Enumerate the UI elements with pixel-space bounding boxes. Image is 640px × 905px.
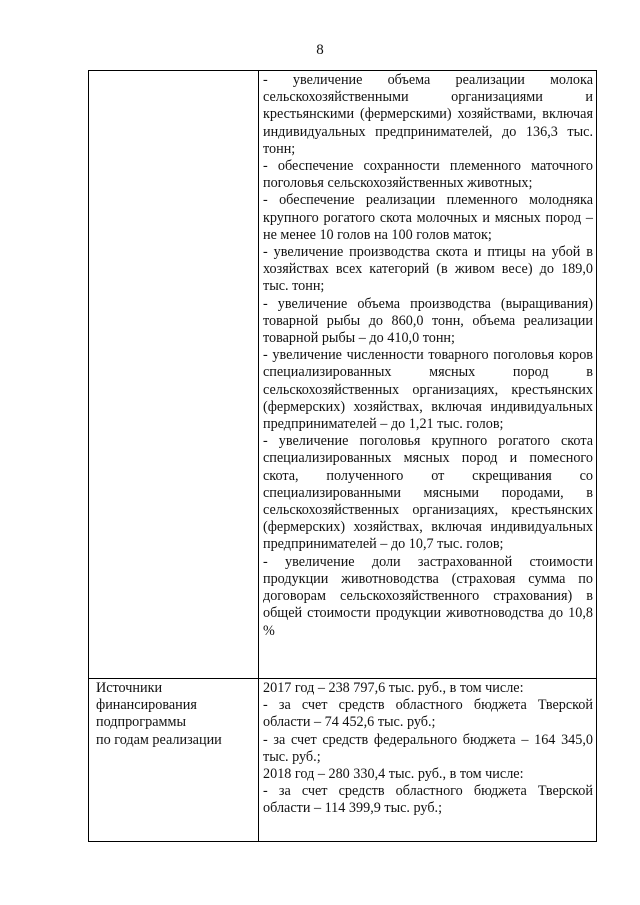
list-item: - увеличение численности товарного поголовья коров специализированных мясных пород в сельскохозяйственных организациях, крестьянских (фермерских) хозяйствах, включая индивидуальных предпринимателей – до 1,21 тыс. голов; — [263, 347, 593, 433]
table-cell-funding-label — [89, 679, 259, 842]
list-item: - увеличение поголовья крупного рогатого скота специализированных мясных пород и помесного скота, полученного от скрещивания со специализированными мясными породами, в сельскохозяйственных организациях, крестьянских (фермерских) хозяйствах, включая индивидуальных предпринимателей – до 10,7 тыс. голов; — [263, 433, 593, 553]
page-number: 8 — [316, 42, 324, 58]
funding-item: - за счет средств областного бюджета Тверской области – 74 452,6 тыс. руб.; — [263, 697, 593, 731]
funding-label-line: финансирования — [96, 697, 197, 714]
list-item: - обеспечение сохранности племенного маточного поголовья сельскохозяйственных животных; — [263, 158, 593, 192]
funding-item: - за счет средств областного бюджета Тверской области – 114 399,9 тыс. руб.; — [263, 783, 593, 817]
table-row — [89, 679, 597, 842]
list-item: - увеличение объема реализации молока сельскохозяйственными организациями и крестьянскими (фермерскими) хозяйствами, включая индивидуальных предпринимателей, до 136,3 тыс. тонн; — [263, 72, 593, 157]
funding-label-line: по годам реализации — [96, 731, 222, 748]
funding-item: 2017 год – 238 797,6 тыс. руб., в том числе: — [263, 680, 524, 696]
funding-item: - за счет средств федерального бюджета – 164 345,0 тыс. руб.; — [263, 731, 593, 765]
list-item: - обеспечение реализации племенного молодняка крупного рогатого скота молочных и мясных пород – не менее 10 голов на 100 голов маток; — [263, 192, 593, 243]
table-cell-left-empty — [89, 71, 259, 679]
list-item: - увеличение доли застрахованной стоимости продукции животноводства (страховая сумма по договорам сельскохозяйственного страхования) в общей стоимости продукции животноводства до 10,8 % — [263, 553, 593, 639]
subprogram-passport-table — [88, 70, 597, 842]
list-item: - увеличение объема производства (выращивания) товарной рыбы до 860,0 тонн, объема реализации товарной рыбы – до 410,0 тонн; — [263, 295, 593, 347]
funding-label-line: Источники — [96, 680, 163, 696]
table-cell-expected-results — [259, 71, 597, 679]
funding-item: 2018 год – 280 330,4 тыс. руб., в том числе: — [263, 766, 524, 783]
table-cell-funding-details — [259, 679, 597, 842]
table-row — [89, 71, 597, 679]
list-item: - увеличение производства скота и птицы на убой в хозяйствах всех категорий (в живом весе) до 189,0 тыс. тонн; — [263, 244, 593, 295]
funding-label-line: подпрограммы — [96, 714, 186, 731]
row1-left-text — [89, 71, 258, 72]
